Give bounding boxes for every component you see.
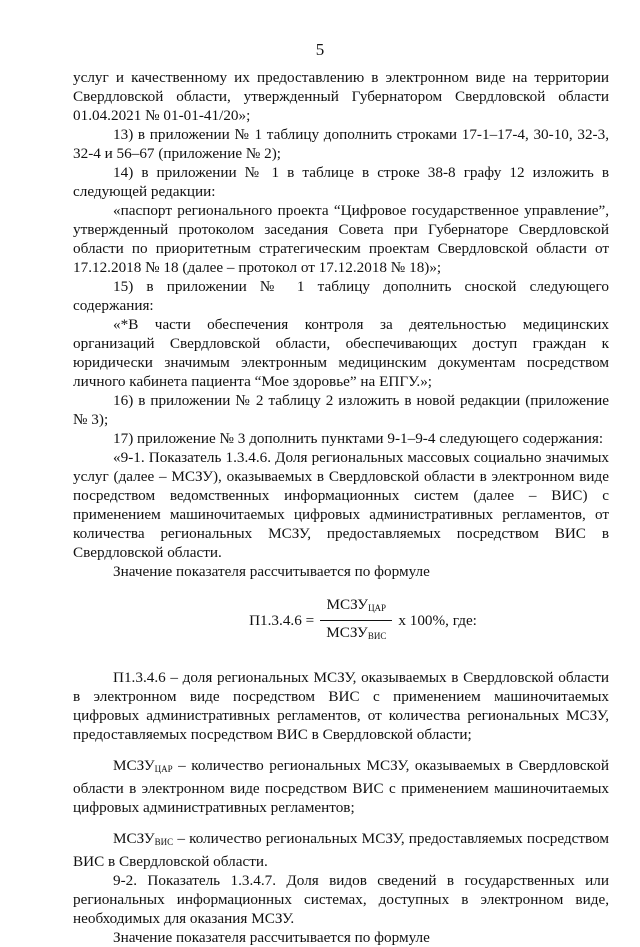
paragraph: услуг и качественному их предоставлению в электронном виде на территории Свердловской области, утвержденный Губернатором Свердловской области 01.04.2021 № 01-01-41/20»; [73,69,609,124]
definition: $МСЗУ_{ВИС}$ – количество региональных МСЗУ, предоставляемых посредством ВИС в Свердловской области. [73,830,609,870]
paragraph: Значение показателя рассчитывается по формуле [113,563,430,580]
paragraph: «9-1. Показатель 1.3.4.6. Доля региональных массовых социально значимых услуг (далее – МСЗУ), оказываемых в Свердловской области в электронном виде посредством ведомственных информационных систем (далее – ВИС) с применением машиночитаемых цифровых административных регламентов, от количества региональных МСЗУ, предоставляемых посредством ВИС в Свердловской области. [73,449,609,561]
definition: $МСЗУ_{ЦАР}$ – количество региональных МСЗУ, оказываемых в Свердловской области в электронном виде посредством ВИС с применением машиночитаемых цифровых административных регламентов; [73,757,609,816]
paragraph: 17) приложение № 3 дополнить пунктами 9-1–9-4 следующего содержания: [113,430,604,447]
formula-rhs: x 100%, где: [398,612,477,629]
formula-numerator: $МСЗУ_{ЦАР}$ [320,595,392,621]
paragraph: «*В части обеспечения контроля за деятельностью медицинских организаций Свердловской области, обеспечивающих доступ граждан к юридически значимым электронным медицинским документам посредством личного кабинета пациента “Мое здоровье” на ЕПГУ.»; [73,316,609,390]
formula-lhs: П1.3.4.6 = [249,612,315,629]
formula [73,595,609,646]
paragraph: 15) в приложении № 1 таблицу дополнить сноской следующего содержания: [73,278,609,314]
formula-fraction [320,595,392,646]
page-number: 5 [315,40,325,59]
paragraph: 16) в приложении № 2 таблицу 2 изложить в новой редакции (приложение № 3); [73,392,609,428]
formula-denominator: $МСЗУ_{ВИС}$ [326,624,387,641]
definition: П1.3.4.6 – доля региональных МСЗУ, оказываемых в Свердловской области в электронном виде посредством ВИС с применением машиночитаемых цифровых административных регламентов, от количества региональных МСЗУ, предоставляемых посредством ВИС в Свердловской области; [73,669,609,743]
document-body [73,68,609,947]
paragraph: 14) в приложении № 1 в таблице в строке 38-8 графу 12 изложить в следующей редакции: [73,164,609,200]
paragraph: 9-2. Показатель 1.3.4.7. Доля видов сведений в государственных или региональных информационных системах, доступных в электронном виде, необходимых для оказания МСЗУ. [73,872,609,927]
paragraph: Значение показателя рассчитывается по формуле [113,929,430,946]
paragraph: 13) в приложении № 1 таблицу дополнить строками 17-1–17-4, 30-10, 32-3, 32-4 и 56–67 (приложение № 2); [73,126,609,162]
paragraph: «паспорт регионального проекта “Цифровое государственное управление”, утвержденный протоколом заседания Совета при Губернаторе Свердловской области по приоритетным стратегическим проектам Свердловской области от 17.12.2018 № 18 (далее – протокол от 17.12.2018 № 18)»; [73,202,609,276]
